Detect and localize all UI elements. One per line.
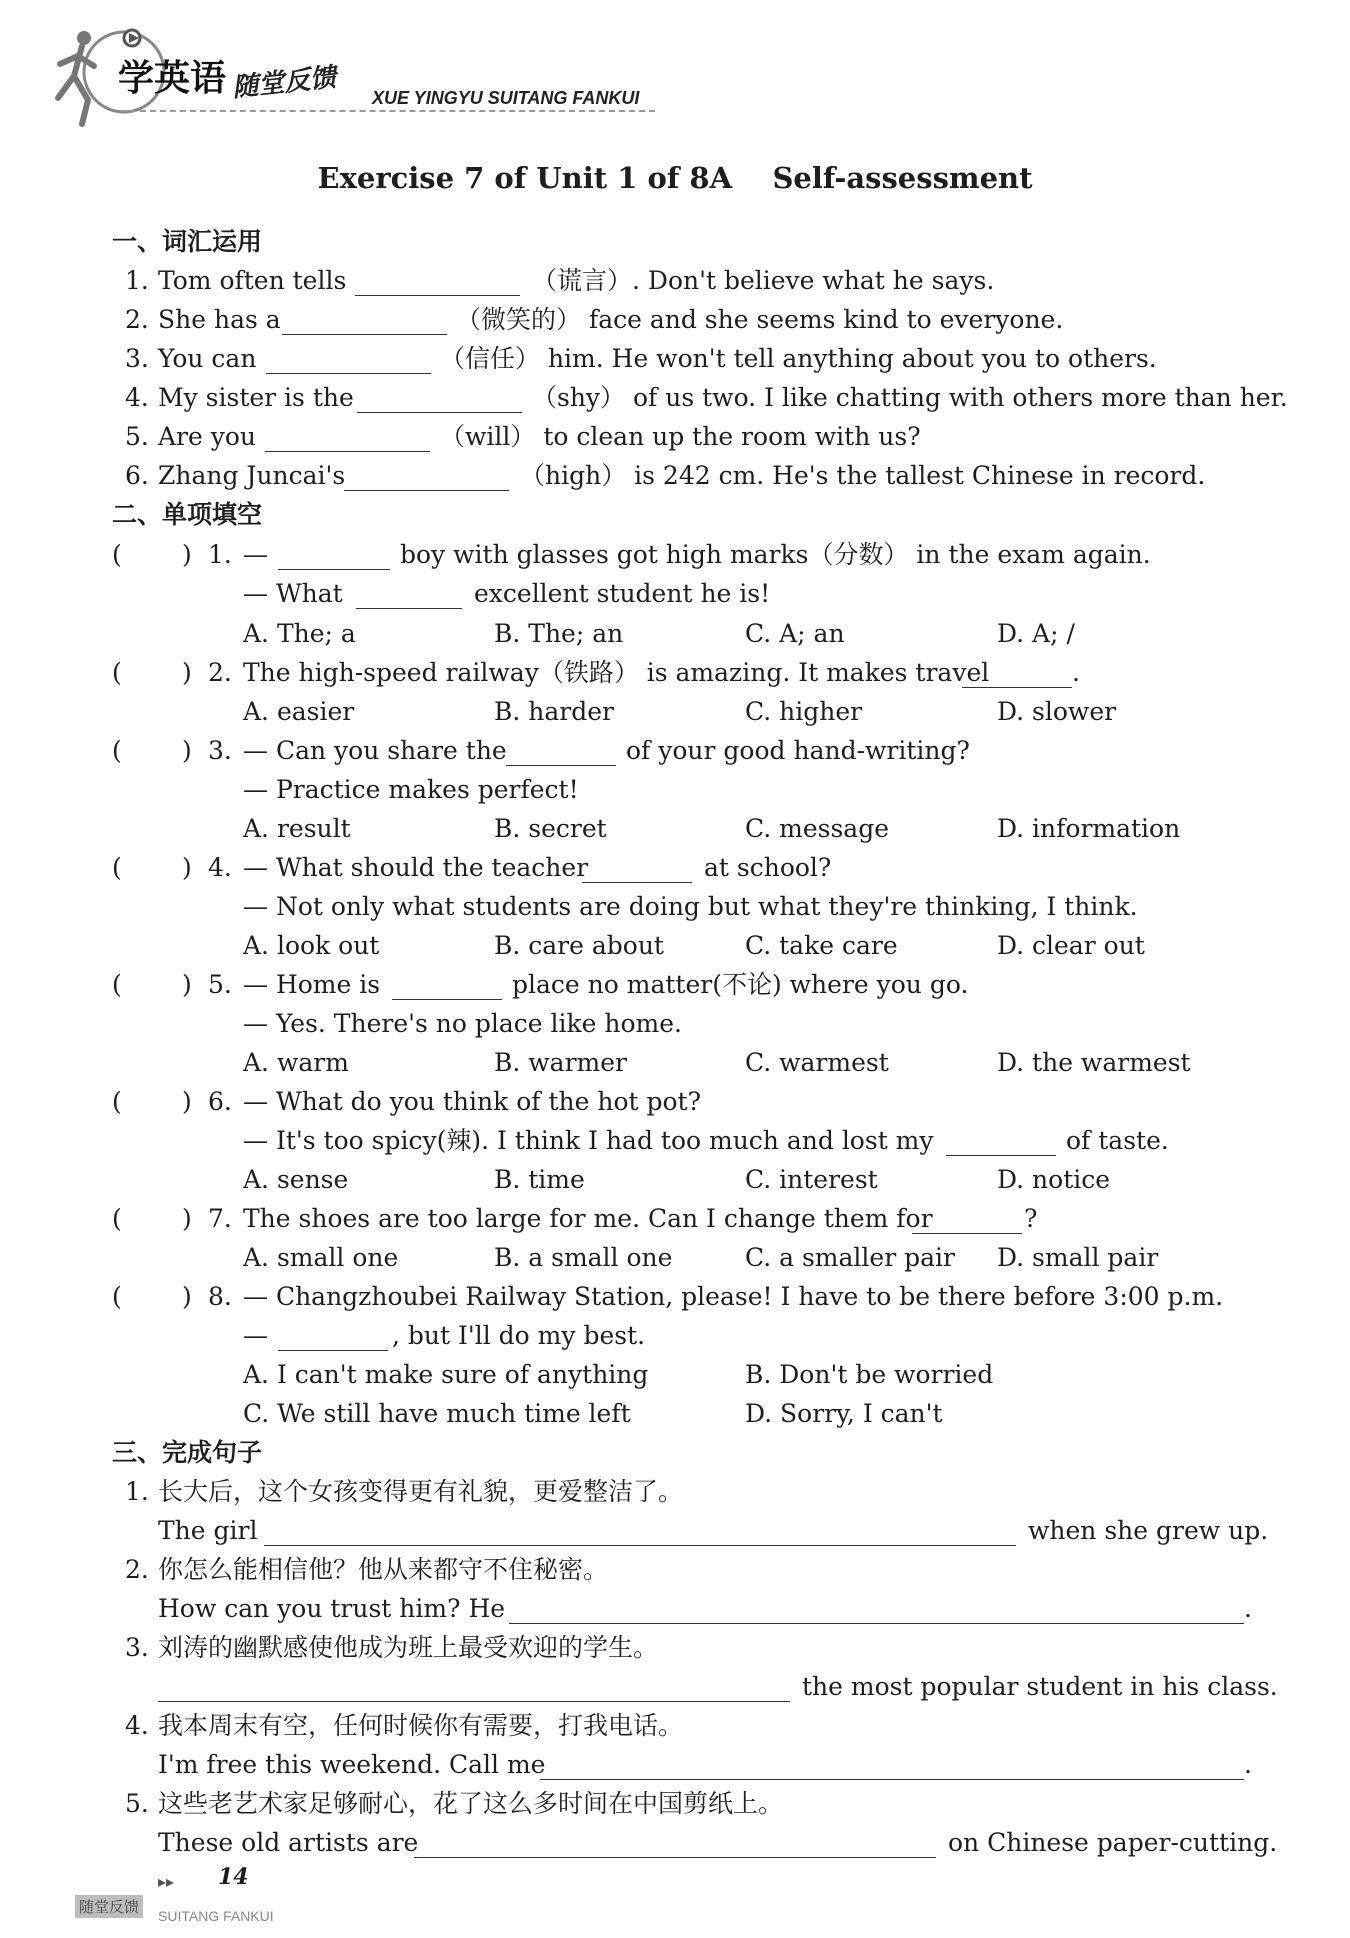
question-number: 2. (208, 658, 232, 687)
question-text: — It's too spicy(辣). I think I had too much and lost my (243, 1126, 934, 1155)
option-b: B. a small one (494, 1243, 673, 1272)
answer-blank[interactable] (506, 765, 616, 766)
question-number: 5. (208, 970, 232, 999)
answer-paren-open: ( (112, 736, 122, 765)
question-number: 3. (208, 736, 232, 765)
option-c: C. interest (745, 1165, 878, 1194)
answer-line[interactable] (414, 1857, 936, 1858)
option-c: C. A; an (745, 619, 845, 648)
option-d: D. slower (997, 697, 1117, 726)
answer-paren-open: ( (112, 853, 122, 882)
answer-paren-open: ( (112, 1204, 122, 1233)
item-number: 5. (125, 1789, 149, 1818)
option-d: D. the warmest (997, 1048, 1191, 1077)
question-text: — What should the teacher (243, 853, 589, 882)
option-d: D. Sorry, I can't (745, 1399, 943, 1428)
question-text: ? (1024, 1204, 1038, 1233)
question-text: of your good hand-writing? (626, 736, 970, 765)
question-text: — Home is (243, 970, 381, 999)
option-c: C. warmest (745, 1048, 889, 1077)
header-logo-text: 学英语 (118, 58, 227, 99)
item-pre: Are you (158, 422, 257, 451)
option-a: A. small one (243, 1243, 399, 1272)
question-text: , but I'll do my best. (392, 1321, 646, 1350)
option-b: B. care about (494, 931, 664, 960)
sentence-pre: These old artists are (158, 1828, 419, 1857)
item-number: 4. (125, 1711, 149, 1740)
answer-blank[interactable] (962, 687, 1072, 688)
answer-blank[interactable] (278, 569, 390, 570)
question-number: 7. (208, 1204, 232, 1233)
question-text: excellent student he is! (474, 579, 771, 608)
chinese-prompt: 长大后，这个女孩变得更有礼貌，更爱整洁了。 (158, 1477, 684, 1506)
item-post: （微笑的） face and she seems kind to everyone. (456, 305, 1064, 334)
sentence-pre: How can you trust him? He (158, 1594, 506, 1623)
answer-paren-close: ) (182, 1087, 192, 1116)
question-text: — Not only what students are doing but what they're thinking, I think. (243, 892, 1138, 921)
item-pre: She has a (158, 305, 281, 334)
option-d: D. small pair (997, 1243, 1159, 1272)
answer-paren-open: ( (112, 970, 122, 999)
question-text: — What (243, 579, 343, 608)
sentence-pre: I'm free this weekend. Call me (158, 1750, 546, 1779)
option-b: B. warmer (494, 1048, 627, 1077)
chinese-prompt: 这些老艺术家足够耐心，花了这么多时间在中国剪纸上。 (158, 1789, 784, 1818)
sentence-post: . (1244, 1594, 1252, 1623)
sentence-post: when she grew up. (1028, 1516, 1269, 1545)
item-pre: Zhang Juncai's (158, 461, 346, 490)
answer-blank[interactable] (355, 295, 520, 296)
answer-paren-open: ( (112, 540, 122, 569)
answer-line[interactable] (158, 1701, 790, 1702)
answer-line[interactable] (540, 1779, 1244, 1780)
answer-paren-close: ) (182, 853, 192, 882)
option-a: A. warm (243, 1048, 349, 1077)
item-pre: You can (158, 344, 257, 373)
item-number: 1. (125, 1477, 149, 1506)
option-a: A. easier (243, 697, 355, 726)
question-text: — (243, 540, 268, 569)
option-c: C. higher (745, 697, 863, 726)
question-text: — What do you think of the hot pot? (243, 1087, 701, 1116)
footer-arrow-icon: ▸▸ (158, 1872, 175, 1891)
question-text: at school? (704, 853, 832, 882)
option-c: C. We still have much time left (243, 1399, 631, 1428)
option-a: A. The; a (243, 619, 356, 648)
answer-paren-close: ) (182, 1282, 192, 1311)
item-number: 2. (125, 1555, 149, 1584)
item-pre: My sister is the (158, 383, 354, 412)
question-text: — Practice makes perfect! (243, 775, 579, 804)
item-post: （谎言）. Don't believe what he says. (532, 266, 995, 295)
sentence-post: . (1244, 1750, 1252, 1779)
sentence-pre: The girl (158, 1516, 258, 1545)
item-post: （high） is 242 cm. He's the tallest Chinese in record. (520, 461, 1206, 490)
item-number: 2. (125, 305, 149, 334)
answer-blank[interactable] (266, 373, 431, 374)
option-a: A. I can't make sure of anything (243, 1360, 649, 1389)
section1-heading: 一、词汇运用 (112, 227, 263, 256)
answer-blank[interactable] (357, 412, 522, 413)
question-text: — Yes. There's no place like home. (243, 1009, 682, 1038)
option-a: A. result (243, 814, 351, 843)
item-number: 6. (125, 461, 149, 490)
chinese-prompt: 你怎么能相信他？他从来都守不住秘密。 (158, 1555, 609, 1584)
item-number: 1. (125, 266, 149, 295)
question-text: The high-speed railway（铁路） is amazing. It makes travel (243, 658, 990, 687)
question-text: boy with glasses got high marks（分数） in the exam again. (400, 540, 1151, 569)
option-b: B. time (494, 1165, 585, 1194)
answer-paren-close: ) (182, 658, 192, 687)
question-text: place no matter(不论) where you go. (512, 970, 969, 999)
sentence-post: the most popular student in his class. (802, 1672, 1278, 1701)
option-d: D. information (997, 814, 1181, 843)
section3-heading: 三、完成句子 (112, 1438, 263, 1467)
item-number: 3. (125, 1633, 149, 1662)
item-number: 4. (125, 383, 149, 412)
question-text: — Changzhoubei Railway Station, please! I have to be there before 3:00 p.m. (243, 1282, 1224, 1311)
question-number: 4. (208, 853, 232, 882)
page-number: 14 (218, 1864, 249, 1890)
option-b: B. secret (494, 814, 607, 843)
item-post: （will） to clean up the room with us? (440, 422, 921, 451)
header-pinyin: XUE YINGYU SUITANG FANKUI (372, 88, 640, 108)
question-number: 6. (208, 1087, 232, 1116)
answer-blank[interactable] (265, 451, 430, 452)
answer-paren-close: ) (182, 970, 192, 999)
option-c: C. take care (745, 931, 898, 960)
chinese-prompt: 我本周末有空，任何时候你有需要，打我电话。 (158, 1711, 684, 1740)
option-a: A. look out (243, 931, 380, 960)
answer-blank[interactable] (392, 999, 502, 1000)
answer-line[interactable] (264, 1545, 1016, 1546)
question-text: — (243, 1321, 268, 1350)
answer-blank[interactable] (946, 1155, 1056, 1156)
sentence-post: on Chinese paper-cutting. (948, 1828, 1278, 1857)
item-number: 5. (125, 422, 149, 451)
item-post: （shy） of us two. I like chatting with others more than her. (532, 383, 1288, 412)
option-c: C. a smaller pair (745, 1243, 955, 1272)
option-b: B. Don't be worried (745, 1360, 994, 1389)
answer-line[interactable] (509, 1623, 1244, 1624)
answer-blank[interactable] (344, 490, 509, 491)
answer-blank[interactable] (282, 334, 447, 335)
chinese-prompt: 刘涛的幽默感使他成为班上最受欢迎的学生。 (158, 1633, 659, 1662)
question-text: of taste. (1066, 1126, 1169, 1155)
answer-paren-open: ( (112, 1282, 122, 1311)
answer-paren-close: ) (182, 1204, 192, 1233)
answer-paren-open: ( (112, 658, 122, 687)
question-text: — Can you share the (243, 736, 507, 765)
option-d: D. clear out (997, 931, 1145, 960)
item-number: 3. (125, 344, 149, 373)
option-d: D. A; / (997, 619, 1075, 648)
option-b: B. The; an (494, 619, 624, 648)
question-text: . (1072, 658, 1080, 687)
answer-paren-open: ( (112, 1087, 122, 1116)
header-sub-text: 随堂反馈 (230, 62, 338, 104)
answer-blank[interactable] (356, 608, 462, 609)
option-b: B. harder (494, 697, 614, 726)
footer-badge: 随堂反馈 (75, 1895, 143, 1918)
question-text: The shoes are too large for me. Can I change them for (243, 1204, 933, 1233)
answer-paren-close: ) (182, 540, 192, 569)
header-divider (120, 110, 655, 112)
page-title: Exercise 7 of Unit 1 of 8A Self-assessment (317, 161, 1033, 195)
answer-blank[interactable] (278, 1350, 388, 1351)
option-d: D. notice (997, 1165, 1111, 1194)
option-c: C. message (745, 814, 889, 843)
answer-paren-close: ) (182, 736, 192, 765)
item-pre: Tom often tells (158, 266, 347, 295)
question-number: 8. (208, 1282, 232, 1311)
option-a: A. sense (243, 1165, 349, 1194)
answer-blank[interactable] (582, 882, 692, 883)
item-post: （信任） him. He won't tell anything about you to others. (440, 344, 1157, 373)
footer-badge-pinyin: SUITANG FANKUI (158, 1908, 274, 1924)
answer-blank[interactable] (912, 1233, 1022, 1234)
question-number: 1. (208, 540, 232, 569)
section2-heading: 二、单项填空 (112, 500, 263, 529)
